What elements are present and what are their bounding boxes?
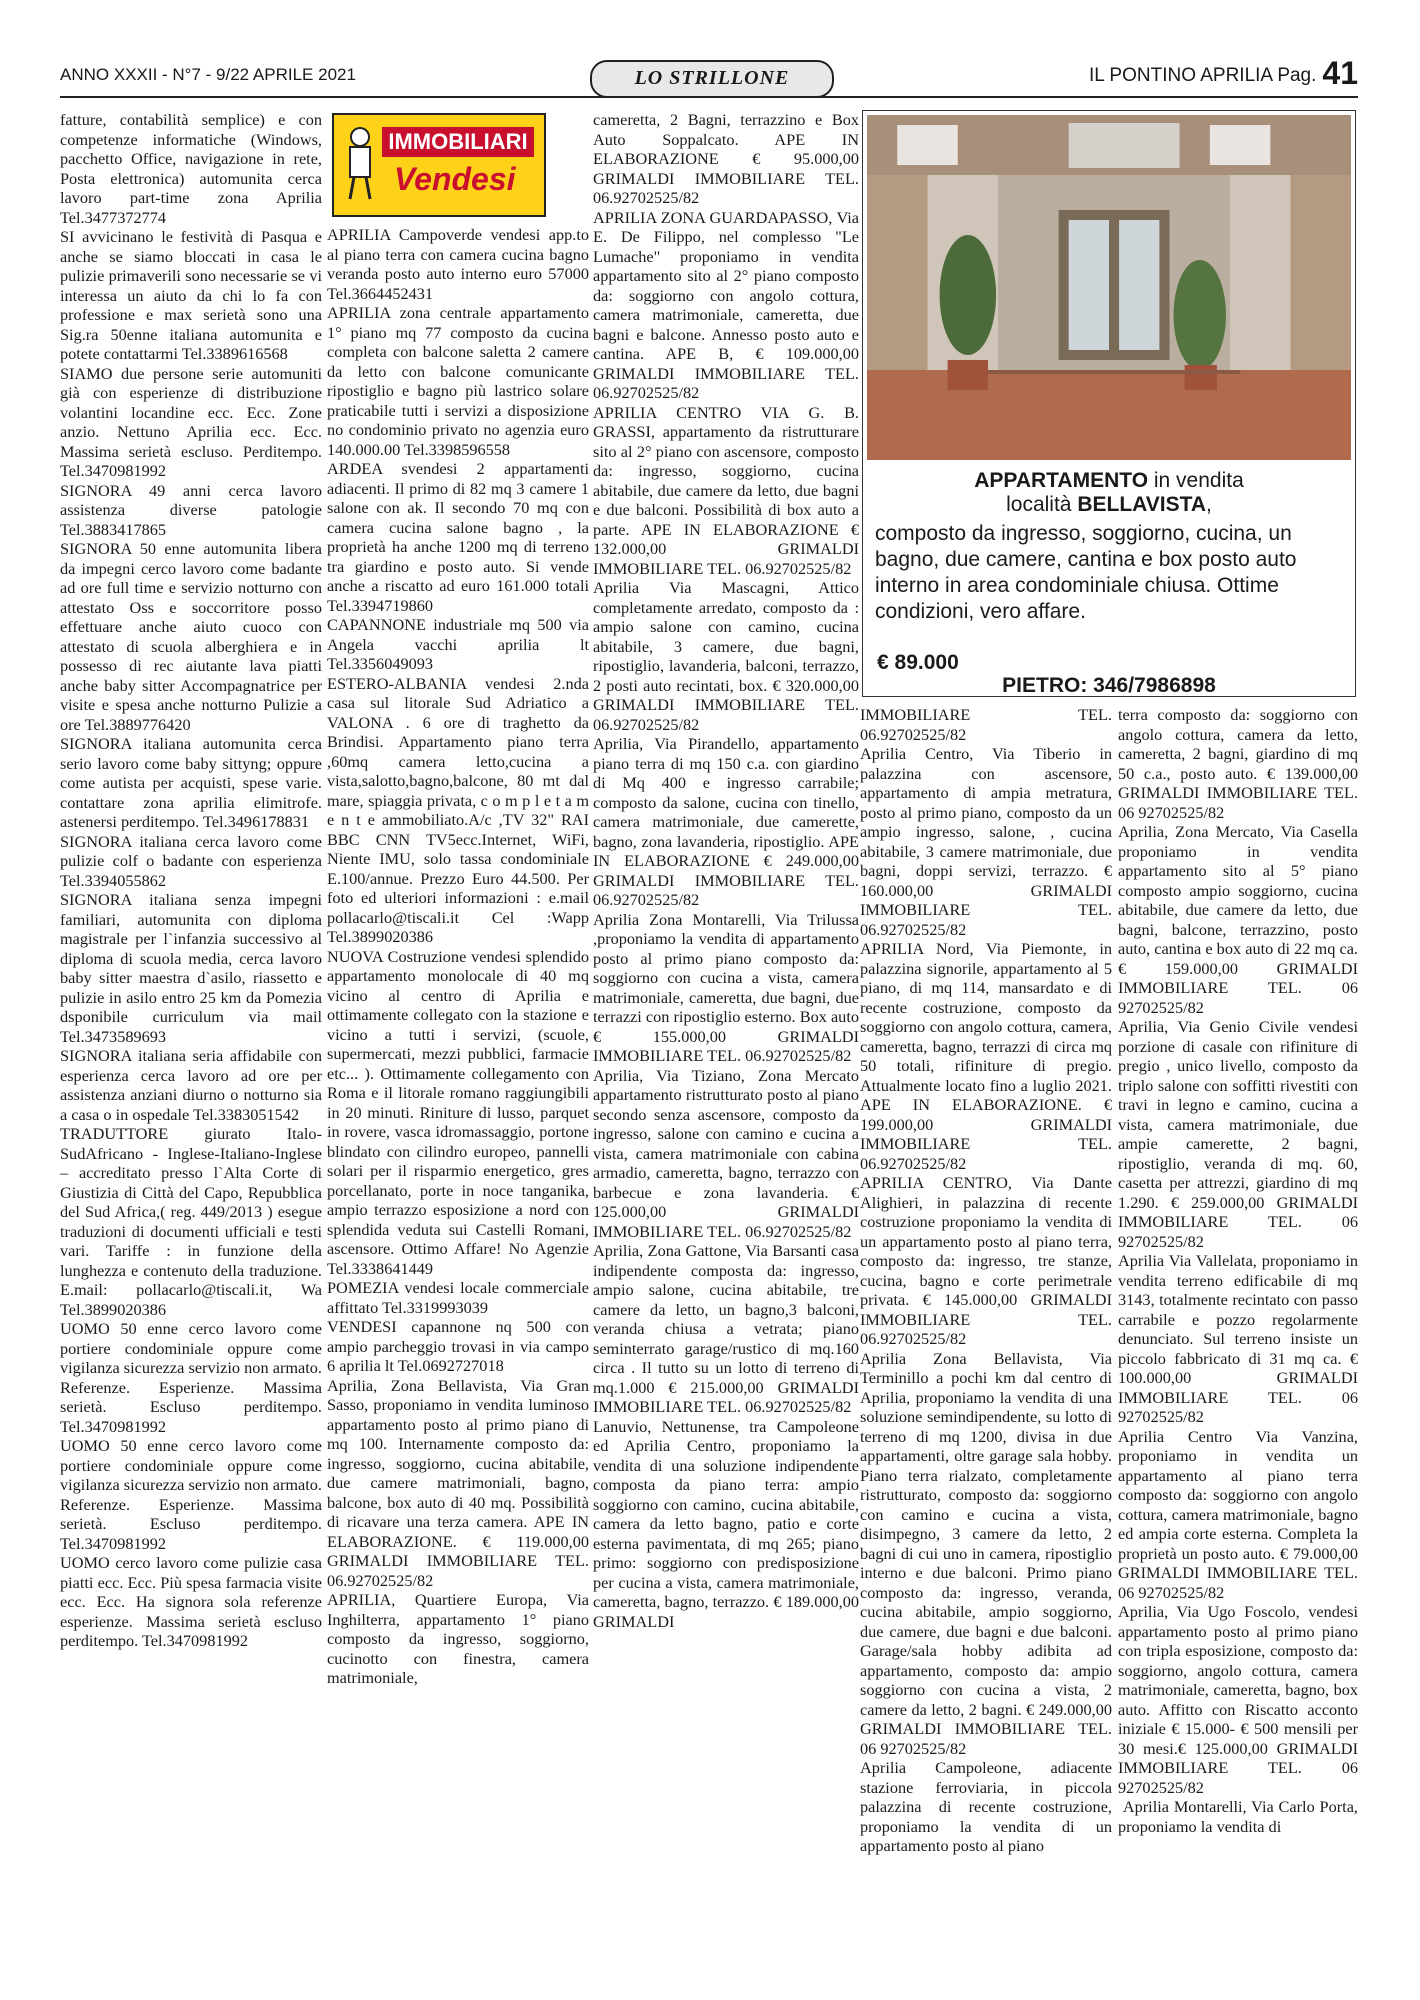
logo: LO STRILLONE	[590, 60, 834, 98]
featured-ad	[862, 110, 1356, 697]
classifieds-column-4: IMMOBILIARE TEL. 06.92702525/82 Aprilia Centro, Via Tiberio in palazzina con ascensore, appartamento di ampia metratura, posto al primo piano, composto da un ampio ingresso, salone, , cucina abitabile, 3 camere matrimoniale, due bagni, doppi servizi, terrazzo. € 160.000,00 GRIMALDI IMMOBILIARE TEL. 06.92702525/82 APRILIA Nord, Via Piemonte, in palazzina signorile, appartamento al 5 piano, di mq 114, mansardato e di recente costruzione, composto da soggiorno con angolo cottura, camera, cameretta, bagno, terrazzi di circa mq 50 totali, rifiniture di pregio. Attualmente locato fino a luglio 2021. APE IN ELABORAZIONE. € 199.000,00 GRIMALDI IMMOBILIARE TEL. 06.92702525/82 APRILIA CENTRO, Via Dante Alighieri, in palazzina di recente costruzione proponiamo la vendita di un appartamento posto al piano terra, composto da: ingresso, tre stanze, cucina, bagno e corte perimetrale privata. € 145.000,00 GRIMALDI IMMOBILIARE TEL. 06.92702525/82 Aprilia Zona Bellavista, Via Terminillo a pochi km dal centro di Aprilia, proponiamo la vendita di una soluzione semindipendente, su lotto di terreno di mq 1200, divisa in due appartamenti, oltre garage sala hobby. Piano terra rialzato, completamente ristrutturato, composto da: soggiorno con camino e cucina a vista, disimpegno, 3 camere da letto, 2 bagni di cui uno in camera, ripostiglio interno e due balconi. Primo piano composto da: ingresso, veranda, cucina abitabile, ampio soggiorno, due camere, due bagni e due balconi. Garage/sala hobby adibita ad appartamento, composto da: ampio soggiorno con cucina a vista, 2 camere da letto, 2 bagni. € 249.000,00 GRIMALDI IMMOBILIARE TEL. 06 92702525/82 Aprilia Campoleone, adiacente stazione ferroviaria, in piccola palazzina di recente costruzione, proponiamo la vendita di un appartamento posto al piano	[860, 705, 1112, 1855]
classifieds-column-3: cameretta, 2 Bagni, terrazzino e Box Auto Soppalcato. APE IN ELABORAZIONE € 95.000,00 GRIMALDI IMMOBILIARE TEL. 06.92702525/82 APRILIA ZONA GUARDAPASSO, Via E. De Filippo, nel complesso "Le Lumache" proponiamo in vendita appartamento sito al 2° piano composto da: soggiorno con angolo cottura, camera matrimoniale, cameretta, due bagni e balcone. Annesso posto auto e cantina. APE B, € 109.000,00 GRIMALDI IMMOBILIARE TEL. 06.92702525/82 APRILIA CENTRO VIA G. B. GRASSI, appartamento da ristrutturare sito al 2° piano con ascensore, composto da: ingresso, soggiorno, cucina abitabile, due camere da letto, due bagni e due balconi. Possibilità di box auto a parte. APE IN ELABORAZIONE € 132.000,00 GRIMALDI IMMOBILIARE TEL. 06.92702525/82 Aprilia Via Mascagni, Attico completamente arredato, composto da : ampio salone con camino, cucina abitabile, 3 camere, due bagni, ripostiglio, lavanderia, balconi, terrazzo, 2 posti auto recintati, box. € 320.000,00 GRIMALDI IMMOBILIARE TEL. 06.92702525/82 Aprilia, Via Pirandello, appartamento piano terra di mq 150 c.a. con giardino di Mq 400 e ingresso carrabile; composto da salone, cucina con tinello, camera matrimoniale, due camerette, bagno, zona lavanderia, ripostiglio. APE IN ELABORAZIONE € 249.000,00 GRIMALDI IMMOBILIARE TEL. 06.92702525/82 Aprilia Zona Montarelli, Via Trilussa ,proponiamo la vendita di appartamento posto al primo piano composto da: soggiorno con cucina a vista, camera matrimoniale, cameretta, due bagni, due terrazzi con ripostiglio esterno. Box auto € 155.000,00 GRIMALDI IMMOBILIARE TEL. 06.92702525/82 Aprilia, Via Tiziano, Zona Mercato appartamento ristrutturato posto al piano secondo senza ascensore, composto da ingresso, salone con camino e cucina a vista, camera matrimoniale con cabina armadio, cameretta, bagno, terrazzo con barbecue e zona lavanderia. € 125.000,00 GRIMALDI IMMOBILIARE TEL. 06.92702525/82 Aprilia, Zona Gattone, Via Barsanti casa indipendente composta da: ingresso, ampio salone, cucina abitabile, tre camere da letto, un bagno,3 balconi, veranda chiusa a vetrata; piano seminterrato garage/rustico di mq.160 circa . Il tutto su un lotto di terreno di mq.1.000 € 215.000,00 GRIMALDI IMMOBILIARE TEL. 06.92702525/82 Lanuvio, Nettunense, tra Campoleone ed Aprilia Centro, proponiamo la vendita di una soluzione indipendente composta da piano terra: ampio soggiorno con camino, cucina abitabile, camera da letto bagno, patio e corte esterna pavimentata, di mq 265; piano primo: soggiorno con predisposizione per cucina a vista, camera matrimoniale, cameretta, bagno, terrazzo. € 189.000,00 GRIMALDI	[593, 110, 859, 1631]
ad-price: € 89.000	[877, 651, 959, 674]
figure-icon	[340, 123, 380, 203]
section-badge	[332, 113, 546, 217]
ad-contact: PIETRO: 346/7986898	[1002, 674, 1216, 697]
classifieds-column-1: fatture, contabilità semplice) e con competenze informatiche (Windows, pacchetto Office, navigazione in rete, Posta elettronica) automunita cerca lavoro part-time zona Aprilia Tel.3477372774 SI avvicinano le festività di Pasqua e anche se siamo bloccati in casa le pulizie primaverili sono necessarie se vi interessa un aiuto da chi lo fa con professione e max serietà sono una Sig.ra 50enne italiana automunita e potete contattarmi Tel.3389616568 SIAMO due persone serie automuniti già con esperienze di distribuzione volantini locandine ecc. Ecc. Zone anzio. Nettuno Aprilia ecc. Ecc. Massima serietà escluso. Perditempo. Tel.3470981992 SIGNORA 49 anni cerca lavoro assistenza diverse patologie Tel.3883417865 SIGNORA 50 enne automunita libera da impegni cerco lavoro come badante ad ore full time e servizio notturno con attestato Oss e soccorritore posso effettuare anche aiuto cuoco con attestato di scuola alberghiera e in possesso di rec aiutante lava piatti anche baby sitter Accompagnatrice per visite e spesa anche notturno Pulizie a ore Tel.3889776420 SIGNORA italiana automunita cerca serio lavoro come baby sittyng; oppure come autista per acquisti, spese varie. contattare zona aprilia elimitrofe. astenersi perditempo. Tel.3496178831 SIGNORA italiana cerca lavoro come pulizie colf o badante con esperienza Tel.3394055862 SIGNORA italiana senza impegni familiari, automunita con diploma magistrale per l`infanzia successivo al diploma di scuola media, cerca lavoro baby sitter maestra d`asilo, riassetto e pulizie in asilo entro 25 km da Pomezia dsponibile curriculum via mail Tel.3473589693 SIGNORA italiana seria affidabile con esperienza cerca lavoro ad ore per assistenza anziani diurno o notturno sia a casa o in ospedale Tel.3383051542 TRADUTTORE giurato Italo-SudAfricano - Inglese-Italiano-Inglese – accreditato presso l`Alta Corte di Giustizia di Città del Capo, Repubblica del Sud Africa,( reg. 449/2013 ) esegue traduzioni di documenti ufficiali e testi vari. Tariffe : in funzione della lunghezza e contenuto della traduzione. E.mail: pollacarlo@tiscali.it, Wa Tel.3899020386 UOMO 50 enne cerco lavoro come portiere condominiale oppure come vigilanza sicurezza servizio non armato. Referenze. Esperienze. Massima serietà. Escluso perditempo. Tel.3470981992 UOMO 50 enne cerco lavoro come portiere condominiale oppure come vigilanza sicurezza servizio non armato. Referenze. Esperienze. Massima serietà. Escluso perditempo. Tel.3470981992 UOMO cerco lavoro come pulizie casa piatti ecc. Ecc. Più spesa farmacia visite ecc. Ecc. Ha signora sola referenze esperienze. Massima serietà escluso perditempo. Tel.3470981992	[60, 110, 322, 1650]
ad-description: composto da ingresso, soggiorno, cucina, un bagno, due camere, cantina e box posto auto interno in area condominiale chiusa. Ottime condizioni, vero affare.	[875, 522, 1297, 623]
badge-subtitle: Vendesi	[394, 161, 516, 197]
ad-location: BELLAVISTA	[1077, 493, 1207, 516]
ad-title-bold: APPARTAMENTO	[974, 469, 1149, 492]
ad-location-suffix: ,	[1206, 493, 1212, 516]
classifieds-column-5: terra composto da: soggiorno con angolo cottura, camera da letto, cameretta, 2 bagni, giardino di mq 50 c.a., posto auto. € 139.000,00 GRIMALDI IMMOBILIARE TEL. 06 92702525/82 Aprilia, Zona Mercato, Via Casella proponiamo in vendita appartamento sito al 5° piano composto ampio soggiorno, cucina abitabile, due camere da letto, due bagni, balcone, terrazzino, posto auto, cantina e box auto di 22 mq ca. € 159.000,00 GRIMALDI IMMOBILIARE TEL. 06 92702525/82 Aprilia, Via Genio Civile vendesi porzione di casale con rifiniture di pregio , unico livello, composto da triplo salone con soffitti rivestiti con travi in legno e camino, cucina a vista, camera matrimoniale, due ampie camerette, 2 bagni, ripostiglio, veranda di mq. 60, casetta per attrezzi, giardino di mq 1.290. € 259.000,00 GRIMALDI IMMOBILIARE TEL. 06 92702525/82 Aprilia Via Vallelata, proponiamo in vendita terreno edificabile di mq 3143, totalmente recintato con passo carrabile e pozzo regolarmente denunciato. Sul terreno insiste un piccolo fabbricato di 31 mq ca. € 100.000,00 GRIMALDI IMMOBILIARE TEL. 06 92702525/82 Aprilia Centro Via Vanzina, proponiamo in vendita un appartamento al piano terra composto da: soggiorno con angolo cottura, camera matrimoniale, bagno ed ampia corte esterna. Completa la proprietà un posto auto. € 79.000,00 GRIMALDI IMMOBILIARE TEL. 06 92702525/82 Aprilia, Via Ugo Foscolo, vendesi appartamento posto al primo piano con tripla esposizione, composto da: soggiorno, angolo cottura, camera matrimoniale, cameretta, bagno, box auto. Affitto con Riscatto acconto iniziale € 15.000- € 500 mensili per 30 mesi.€ 125.000,00 GRIMALDI IMMOBILIARE TEL. 06 92702525/82 Aprilia Montarelli, Via Carlo Porta, proponiamo la vendita di	[1118, 705, 1358, 1836]
issue-info: ANNO XXXII - N°7 - 9/22 APRILE 2021	[60, 65, 356, 84]
paper-title	[1089, 55, 1358, 92]
header-rule	[60, 96, 1358, 98]
page-number: 41	[1322, 55, 1358, 91]
paper-name: IL PONTINO APRILIA Pag.	[1089, 65, 1317, 86]
classifieds-column-2: APRILIA Campoverde vendesi app.to al piano terra con camera cucina bagno veranda posto auto interno euro 57000 Tel.3664452431 APRILIA zona centrale appartamento 1° piano mq 77 composto da cucina completa con balcone saletta 2 camere da letto con balcone comunicante ripostiglio e bagno più lastrico solare praticabile tutti i servizi a disposizione no condominio privato no agenzia euro 140.000.00 Tel.3398596558 ARDEA svendesi 2 appartamenti adiacenti. Il primo di 82 mq 3 camere 1 salone con ak. Il secondo 70 mq con camera cucina salone bagno , la proprietà ha anche 1200 mq di terreno tra giardino e posto auto. Si vende anche a riscatto ad euro 161.000 totali Tel.3394719860 CAPANNONE industriale mq 500 via Angela vacchi aprilia lt Tel.3356049093 ESTERO-ALBANIA vendesi 2.nda casa sul litorale Sud Adriatico a VALONA . 6 ore di traghetto da Brindisi. Appartamento piano terra ,60mq camera letto,cucina a vista,salotto,bagno,balcone, 80 mt dal mare, spiaggia privata, c o m p l e t a m e n t e ammobiliato.A/c ,TV 32" RAI BBC CNN TV5ecc.Internet, WiFi, Niente IMU, solo tassa condominiale E.100/annue. Prezzo Euro 44.500. Per foto ed ulteriori informazioni : e.mail pollacarlo@tiscali.it Cel :Wapp Tel.3899020386 NUOVA Costruzione vendesi splendido appartamento monolocale di 40 mq vicino al centro di Aprilia e ottimamente collegato con la stazione e vicino a tutti i servizi, (scuole, supermercati, mezzi pubblici, farmacie etc... ). Ottimamente collegamento con Roma e il litorale romano raggiungibili in 20 minuti. Riniture di lusso, parquet in rovere, vasca idromassaggio, portone blindato con cilindro europeo, pannelli solari per il risparmio energetico, gres porcellanato, porte in noce tanganika, ampio terrazzo esposizione a nord con splendida veduta sui Castelli Romani, ascensore. Ottimo Affare! No Agenzie Tel.3338641449 POMEZIA vendesi locale commerciale affittato Tel.3319993039 VENDESI capannone nq 500 con ampio parcheggio trovasi in via campo 6 aprilia lt Tel.0692727018 Aprilia, Zona Bellavista, Via Gran Sasso, proponiamo in vendita luminoso appartamento posto al primo piano di mq 100. Internamente composto da: ingresso, soggiorno, cucina abitabile, due camere matrimoniali, bagno, balcone, box auto di 40 mq. Possibilità di ricavare una terza camera. APE IN ELABORAZIONE. € 119.000,00 GRIMALDI IMMOBILIARE TEL. 06.92702525/82 APRILIA, Quartiere Europa, Via Inghilterra, appartamento 1° piano composto da ingresso, soggiorno, cucinotto con finestra, camera matrimoniale,	[327, 225, 589, 1687]
ad-title	[873, 469, 1345, 517]
ad-title-rest: in vendita	[1148, 469, 1244, 492]
badge-title: IMMOBILIARI	[382, 127, 534, 157]
apartment-photo	[867, 115, 1351, 460]
ad-location-prefix: località	[1006, 493, 1078, 516]
